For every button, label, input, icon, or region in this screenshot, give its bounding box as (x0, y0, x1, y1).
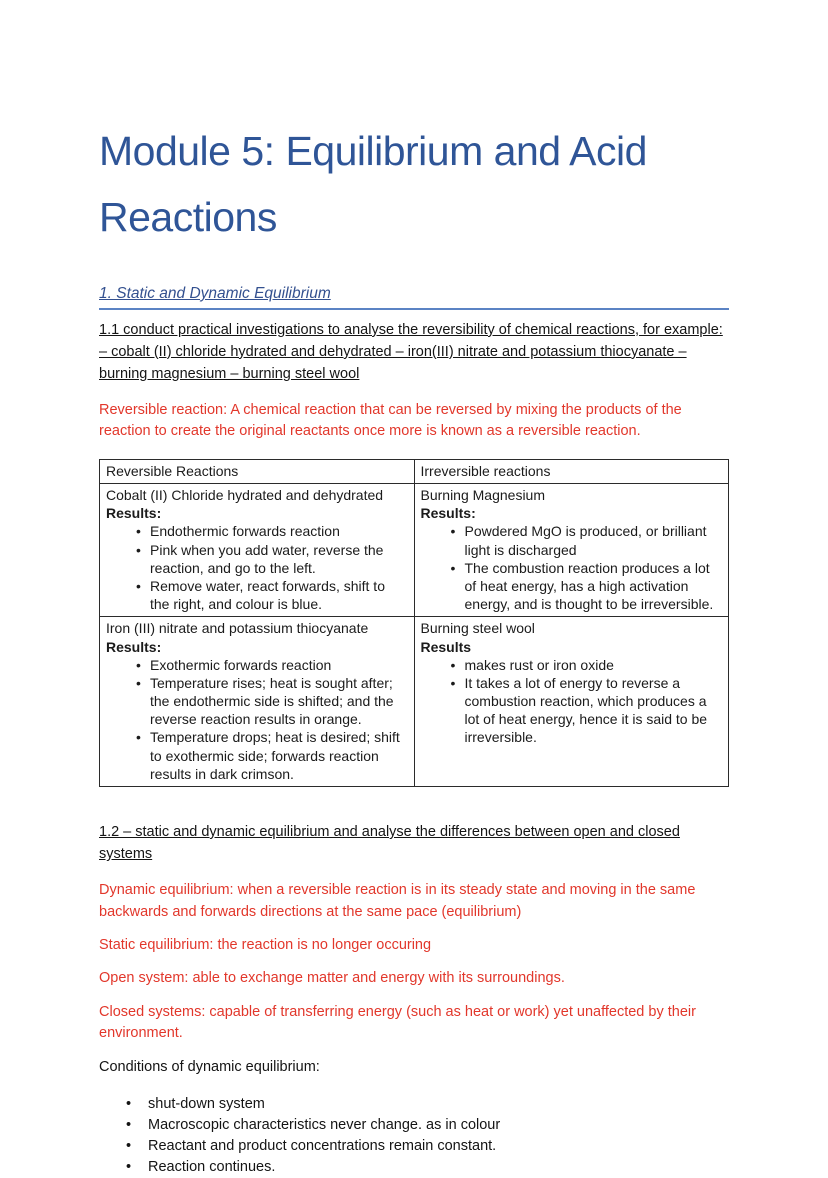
column-header-reversible: Reversible Reactions (100, 459, 415, 483)
column-header-irreversible: Irreversible reactions (414, 459, 729, 483)
results-label: Results: (420, 505, 476, 522)
result-bullet: • It takes a lot of energy to reverse a combustion reaction, which produces a lot of heat energy, hence it is said to be irreversible. (421, 674, 723, 747)
results-label: Results: (106, 505, 162, 522)
result-bullet: • makes rust or iron oxide (421, 656, 723, 674)
result-bullet: • Temperature drops; heat is desired; shift to exothermic side; forwards reaction results in dark crimson. (106, 728, 408, 783)
closed-system-definition: Closed systems: capable of transferring energy (such as heat or work) yet unaffected by their environment. (99, 1003, 696, 1042)
results-label: Results (420, 638, 472, 655)
result-bullet: • Exothermic forwards reaction (106, 656, 408, 674)
experiment-title: Burning Magnesium (420, 487, 546, 503)
condition-item: • Macroscopic characteristics never change. as in colour (99, 1115, 729, 1136)
condition-item: • Reactant and product concentrations remain constant. (99, 1136, 729, 1157)
result-bullet: • Powdered MgO is produced, or brilliant light is discharged (421, 522, 723, 558)
document-title: Module 5: Equilibrium and Acid Reactions (99, 128, 647, 241)
table-row (100, 617, 729, 787)
open-system-definition: Open system: able to exchange matter and energy with its surroundings. (99, 970, 565, 987)
result-bullet: • Temperature rises; heat is sought after; the endothermic side is shifted; and the reverse reaction results in orange. (106, 674, 408, 729)
result-bullet: • Remove water, react forwards, shift to the right, and colour is blue. (106, 577, 408, 613)
reversible-reaction-definition: Reversible reaction: A chemical reaction that can be reversed by mixing the products of the reaction to create the original reactants once more is known as a reversible reaction. (99, 401, 682, 440)
conditions-list (99, 1094, 729, 1178)
section-heading: 1. Static and Dynamic Equilibrium (99, 284, 331, 302)
experiment-title: Iron (III) nitrate and potassium thiocyanate (106, 620, 369, 637)
objective-1-2: 1.2 – static and dynamic equilibrium and analyse the differences between open and closed systems (99, 824, 680, 863)
static-equilibrium-definition: Static equilibrium: the reaction is no longer occuring (99, 936, 432, 953)
experiment-title: Burning steel wool (420, 620, 535, 637)
section-heading-rule (99, 285, 729, 310)
dynamic-equilibrium-definition: Dynamic equilibrium: when a reversible reaction is in its steady state and moving in the same backwards and forwards directions at the same pace (equilibrium) (99, 882, 696, 920)
condition-item: • shut-down system (99, 1094, 729, 1115)
condition-item: • Reaction continues. (99, 1157, 729, 1178)
cell-burning-magnesium (414, 484, 729, 617)
cell-iron-nitrate (100, 617, 415, 787)
result-bullet: • Endothermic forwards reaction (106, 522, 408, 540)
conditions-heading: Conditions of dynamic equilibrium: (99, 1058, 320, 1075)
table-header-row (100, 459, 729, 483)
reactions-comparison-table (99, 459, 729, 787)
objective-1-1: 1.1 conduct practical investigations to analyse the reversibility of chemical reactions, for example: – cobalt (II) chloride hydrated and dehydrated – iron(III) nitrate and potassium thiocyanate – burning magnesium – burning steel wool (99, 321, 723, 382)
experiment-title: Cobalt (II) Chloride hydrated and dehydrated (106, 487, 384, 503)
cell-cobalt-chloride (100, 484, 415, 617)
table-row (100, 484, 729, 617)
cell-burning-steel-wool (414, 617, 729, 787)
results-label: Results: (106, 638, 162, 655)
result-bullet: • Pink when you add water, reverse the reaction, and go to the left. (106, 541, 408, 577)
result-bullet: • The combustion reaction produces a lot of heat energy, has a high activation energy, and is thought to be irreversible. (421, 559, 723, 614)
